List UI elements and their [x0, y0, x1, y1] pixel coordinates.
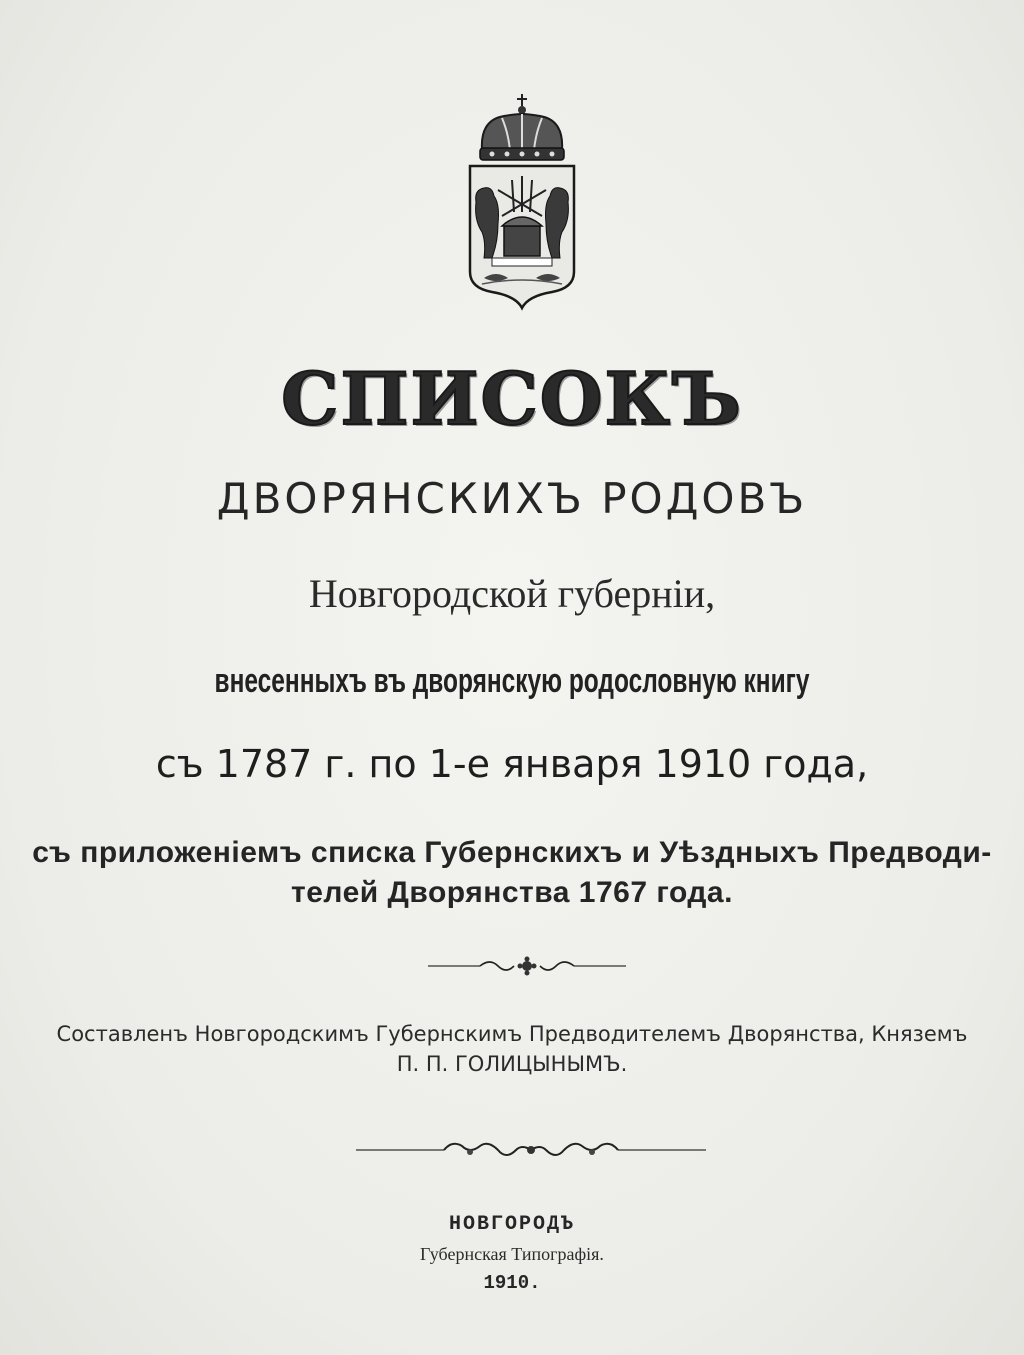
printing-house: Губернская Типографія. — [420, 1244, 604, 1264]
publication-year: 1910. — [483, 1272, 541, 1294]
date-range-line: съ 1787 г. по 1-е января 1910 года, — [155, 742, 869, 786]
crown-icon — [480, 94, 564, 160]
page-title: СПИСОКЪ — [281, 356, 743, 441]
province-line: Новгородской губерніи, — [308, 571, 716, 616]
page-subtitle: ДВОРЯНСКИХЪ РОДОВЪ — [216, 474, 808, 523]
appendix-line-1: съ приложеніемъ списка Губернскихъ и Уѣздныхъ Предводи- — [32, 836, 992, 869]
entered-line: внесенныхъ въ дворянскую родословную книгу — [214, 662, 810, 700]
appendix-line-2: телей Дворянства 1767 года. — [291, 876, 733, 909]
compiled-by-line-2: П. П. ГОЛИЦЫНЫМЪ. — [396, 1052, 628, 1076]
scroll-ornament-icon — [352, 1136, 710, 1164]
ornament-divider-icon — [424, 954, 630, 978]
publication-city: НОВГОРОДЪ — [448, 1213, 576, 1236]
coat-of-arms-icon — [462, 92, 582, 312]
compiled-by-line-1: Составленъ Новгородскимъ Губернскимъ Предводителемъ Дворянства, Княземъ — [56, 1022, 968, 1046]
